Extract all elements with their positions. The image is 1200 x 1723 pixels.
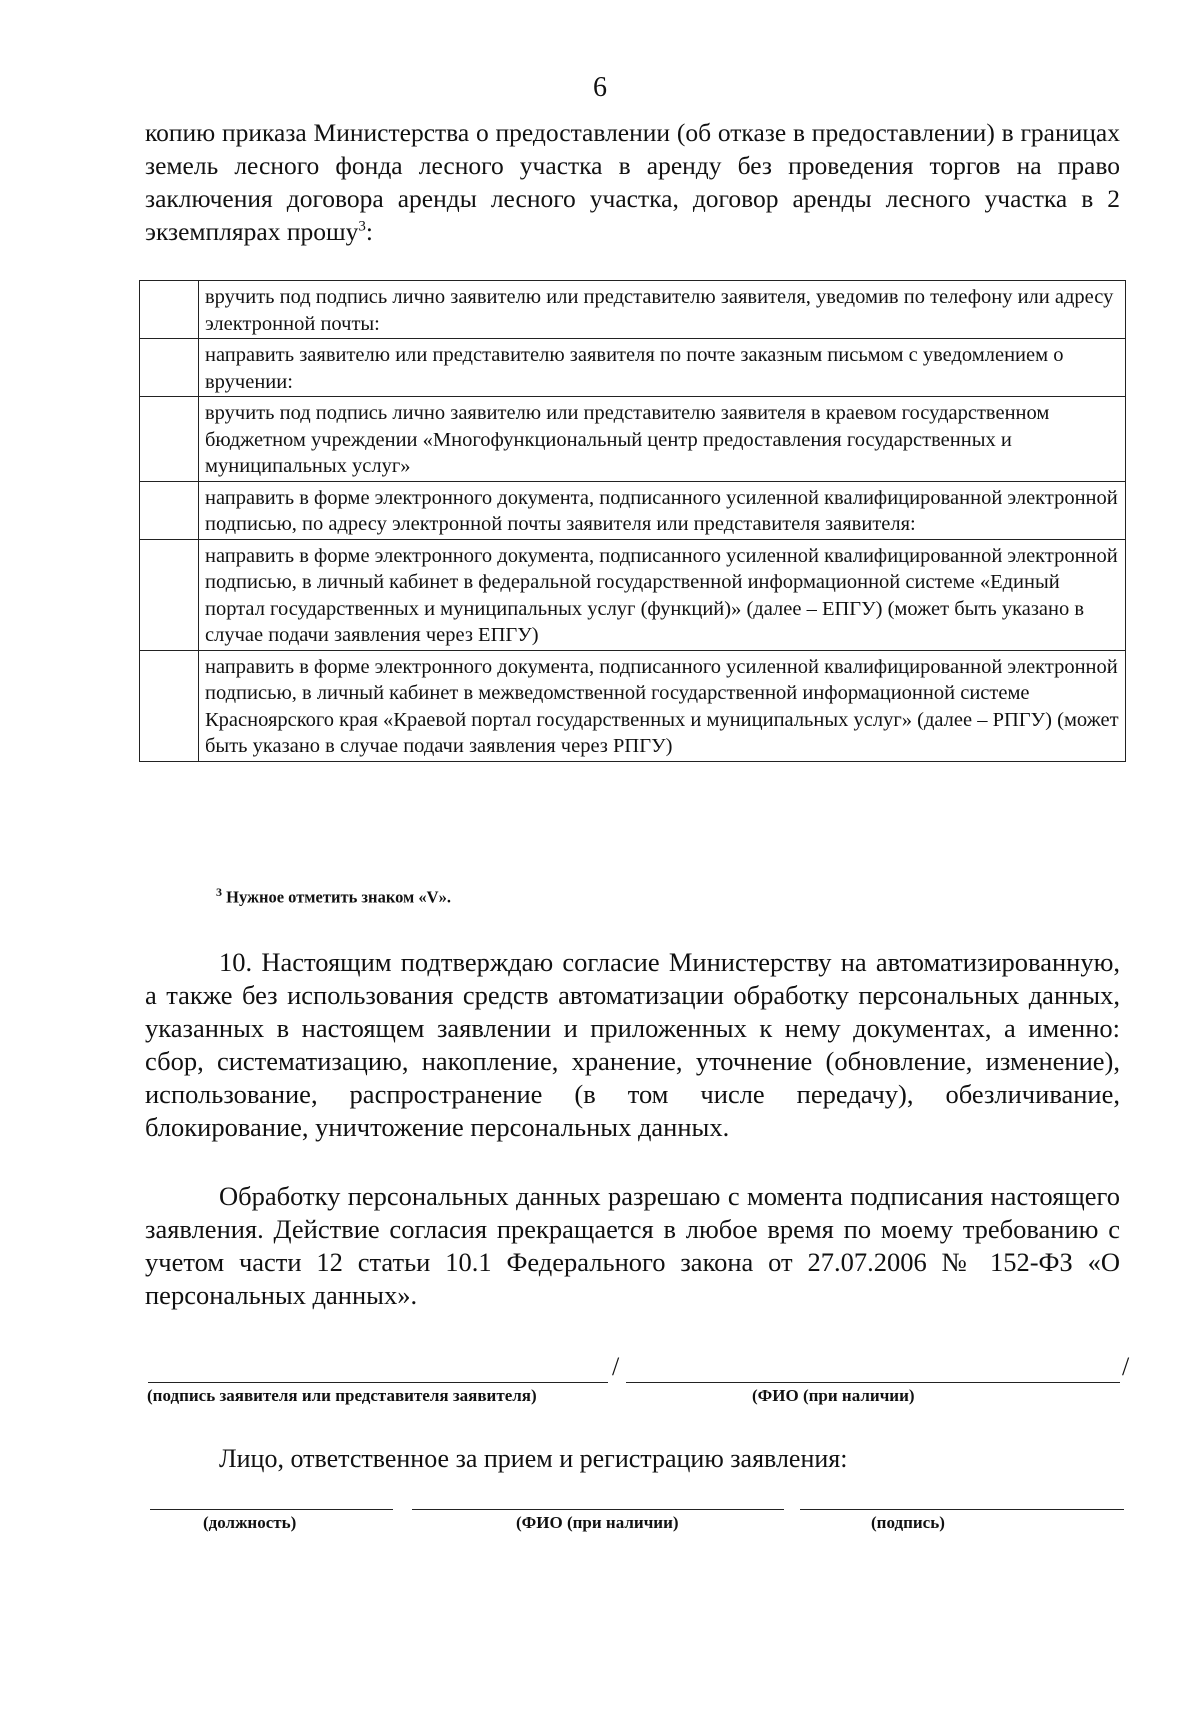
- footnote-mark: 3: [216, 885, 222, 899]
- option-text: направить в форме электронного документа, подписанного усиленной квалифицированной электронной подписью, в личный кабинет в федеральной государственной информационной системе «Единый портал государственных и муниципальных услуг (функций)» (далее – ЕПГУ) (может быть указано в случае подачи заявления через ЕПГУ): [199, 539, 1126, 650]
- option-checkbox-cell[interactable]: [140, 650, 199, 761]
- consent-paragraph-10: 10. Настоящим подтверждаю согласие Министерству на автоматизированную, а также без использования средств автоматизации обработку персональных данных, указанных в настоящем заявлении и приложенных к нему документах, а именно: сбор, систематизацию, накопление, хранение, уточнение (обновление, изменение), использование, распространение (в том числе передачу), обезличивание, блокирование, уничтожение персональных данных.: [145, 947, 1120, 1142]
- option-checkbox-cell[interactable]: [140, 339, 199, 397]
- responsible-fio-line[interactable]: [412, 1509, 784, 1510]
- applicant-fio-caption: (ФИО (при наличии): [752, 1386, 915, 1405]
- footnote-ref: 3: [358, 218, 366, 235]
- option-checkbox-cell[interactable]: [140, 281, 199, 339]
- consent-duration-paragraph: Обработку персональных данных разрешаю с момента подписания настоящего заявления. Действие согласия прекращается в любое время по моему требованию с учетом части 12 статьи 10.1 Федерального закона от 27.07.2006 № 152-ФЗ «О персональных данных».: [145, 1181, 1120, 1310]
- intro-text: копию приказа Министерства о предоставлении (об отказе в предоставлении) в границах земель лесного фонда лесного участка в аренду без проведения торгов на право заключения договора аренды лесного участка, договор аренды лесного участка в 2 экземплярах прошу: [145, 118, 1120, 246]
- option-text: направить в форме электронного документа, подписанного усиленной квалифицированной электронной подписью, в личный кабинет в межведомственной государственной информационной системе Красноярского края «Краевой портал государственных и муниципальных услуг» (далее – РПГУ) (может быть указано в случае подачи заявления через РПГУ): [199, 650, 1126, 761]
- option-text: направить в форме электронного документа, подписанного усиленной квалифицированной электронной подписью, по адресу электронной почты заявителя или представителя заявителя:: [199, 481, 1126, 539]
- responsible-person-label: Лицо, ответственное за прием и регистрацию заявления:: [219, 1444, 848, 1473]
- intro-paragraph: [145, 116, 1120, 248]
- option-checkbox-cell[interactable]: [140, 481, 199, 539]
- option-row: [140, 481, 1126, 539]
- option-text: направить заявителю или представителю заявителя по почте заказным письмом с уведомлением о вручении:: [199, 339, 1126, 397]
- footnote: [216, 885, 451, 908]
- option-row: [140, 281, 1126, 339]
- responsible-fio-caption: (ФИО (при наличии): [516, 1513, 679, 1532]
- applicant-signature-line[interactable]: [148, 1382, 608, 1383]
- footnote-text: Нужное отметить знаком «V».: [226, 887, 451, 907]
- option-row: [140, 650, 1126, 761]
- responsible-signature-caption: (подпись): [871, 1513, 945, 1532]
- page-number: 6: [593, 72, 607, 103]
- applicant-fio-line[interactable]: [626, 1382, 1120, 1383]
- signature-separator: /: [612, 1352, 620, 1381]
- position-caption: (должность): [203, 1513, 297, 1532]
- option-row: [140, 339, 1126, 397]
- position-line[interactable]: [150, 1509, 393, 1510]
- intro-tail: :: [365, 217, 373, 246]
- delivery-options-table: [139, 280, 1126, 762]
- option-checkbox-cell[interactable]: [140, 539, 199, 650]
- option-text: вручить под подпись лично заявителю или представителю заявителя, уведомив по телефону или адресу электронной почты:: [199, 281, 1126, 339]
- applicant-signature-caption: (подпись заявителя или представителя заявителя): [147, 1386, 537, 1405]
- option-row: [140, 539, 1126, 650]
- option-row: [140, 397, 1126, 482]
- option-checkbox-cell[interactable]: [140, 397, 199, 482]
- option-text: вручить под подпись лично заявителю или представителю заявителя в краевом государственном бюджетном учреждении «Многофункциональный центр предоставления государственных и муниципальных услуг»: [199, 397, 1126, 482]
- responsible-signature-line[interactable]: [800, 1509, 1124, 1510]
- signature-separator-end: /: [1122, 1352, 1130, 1381]
